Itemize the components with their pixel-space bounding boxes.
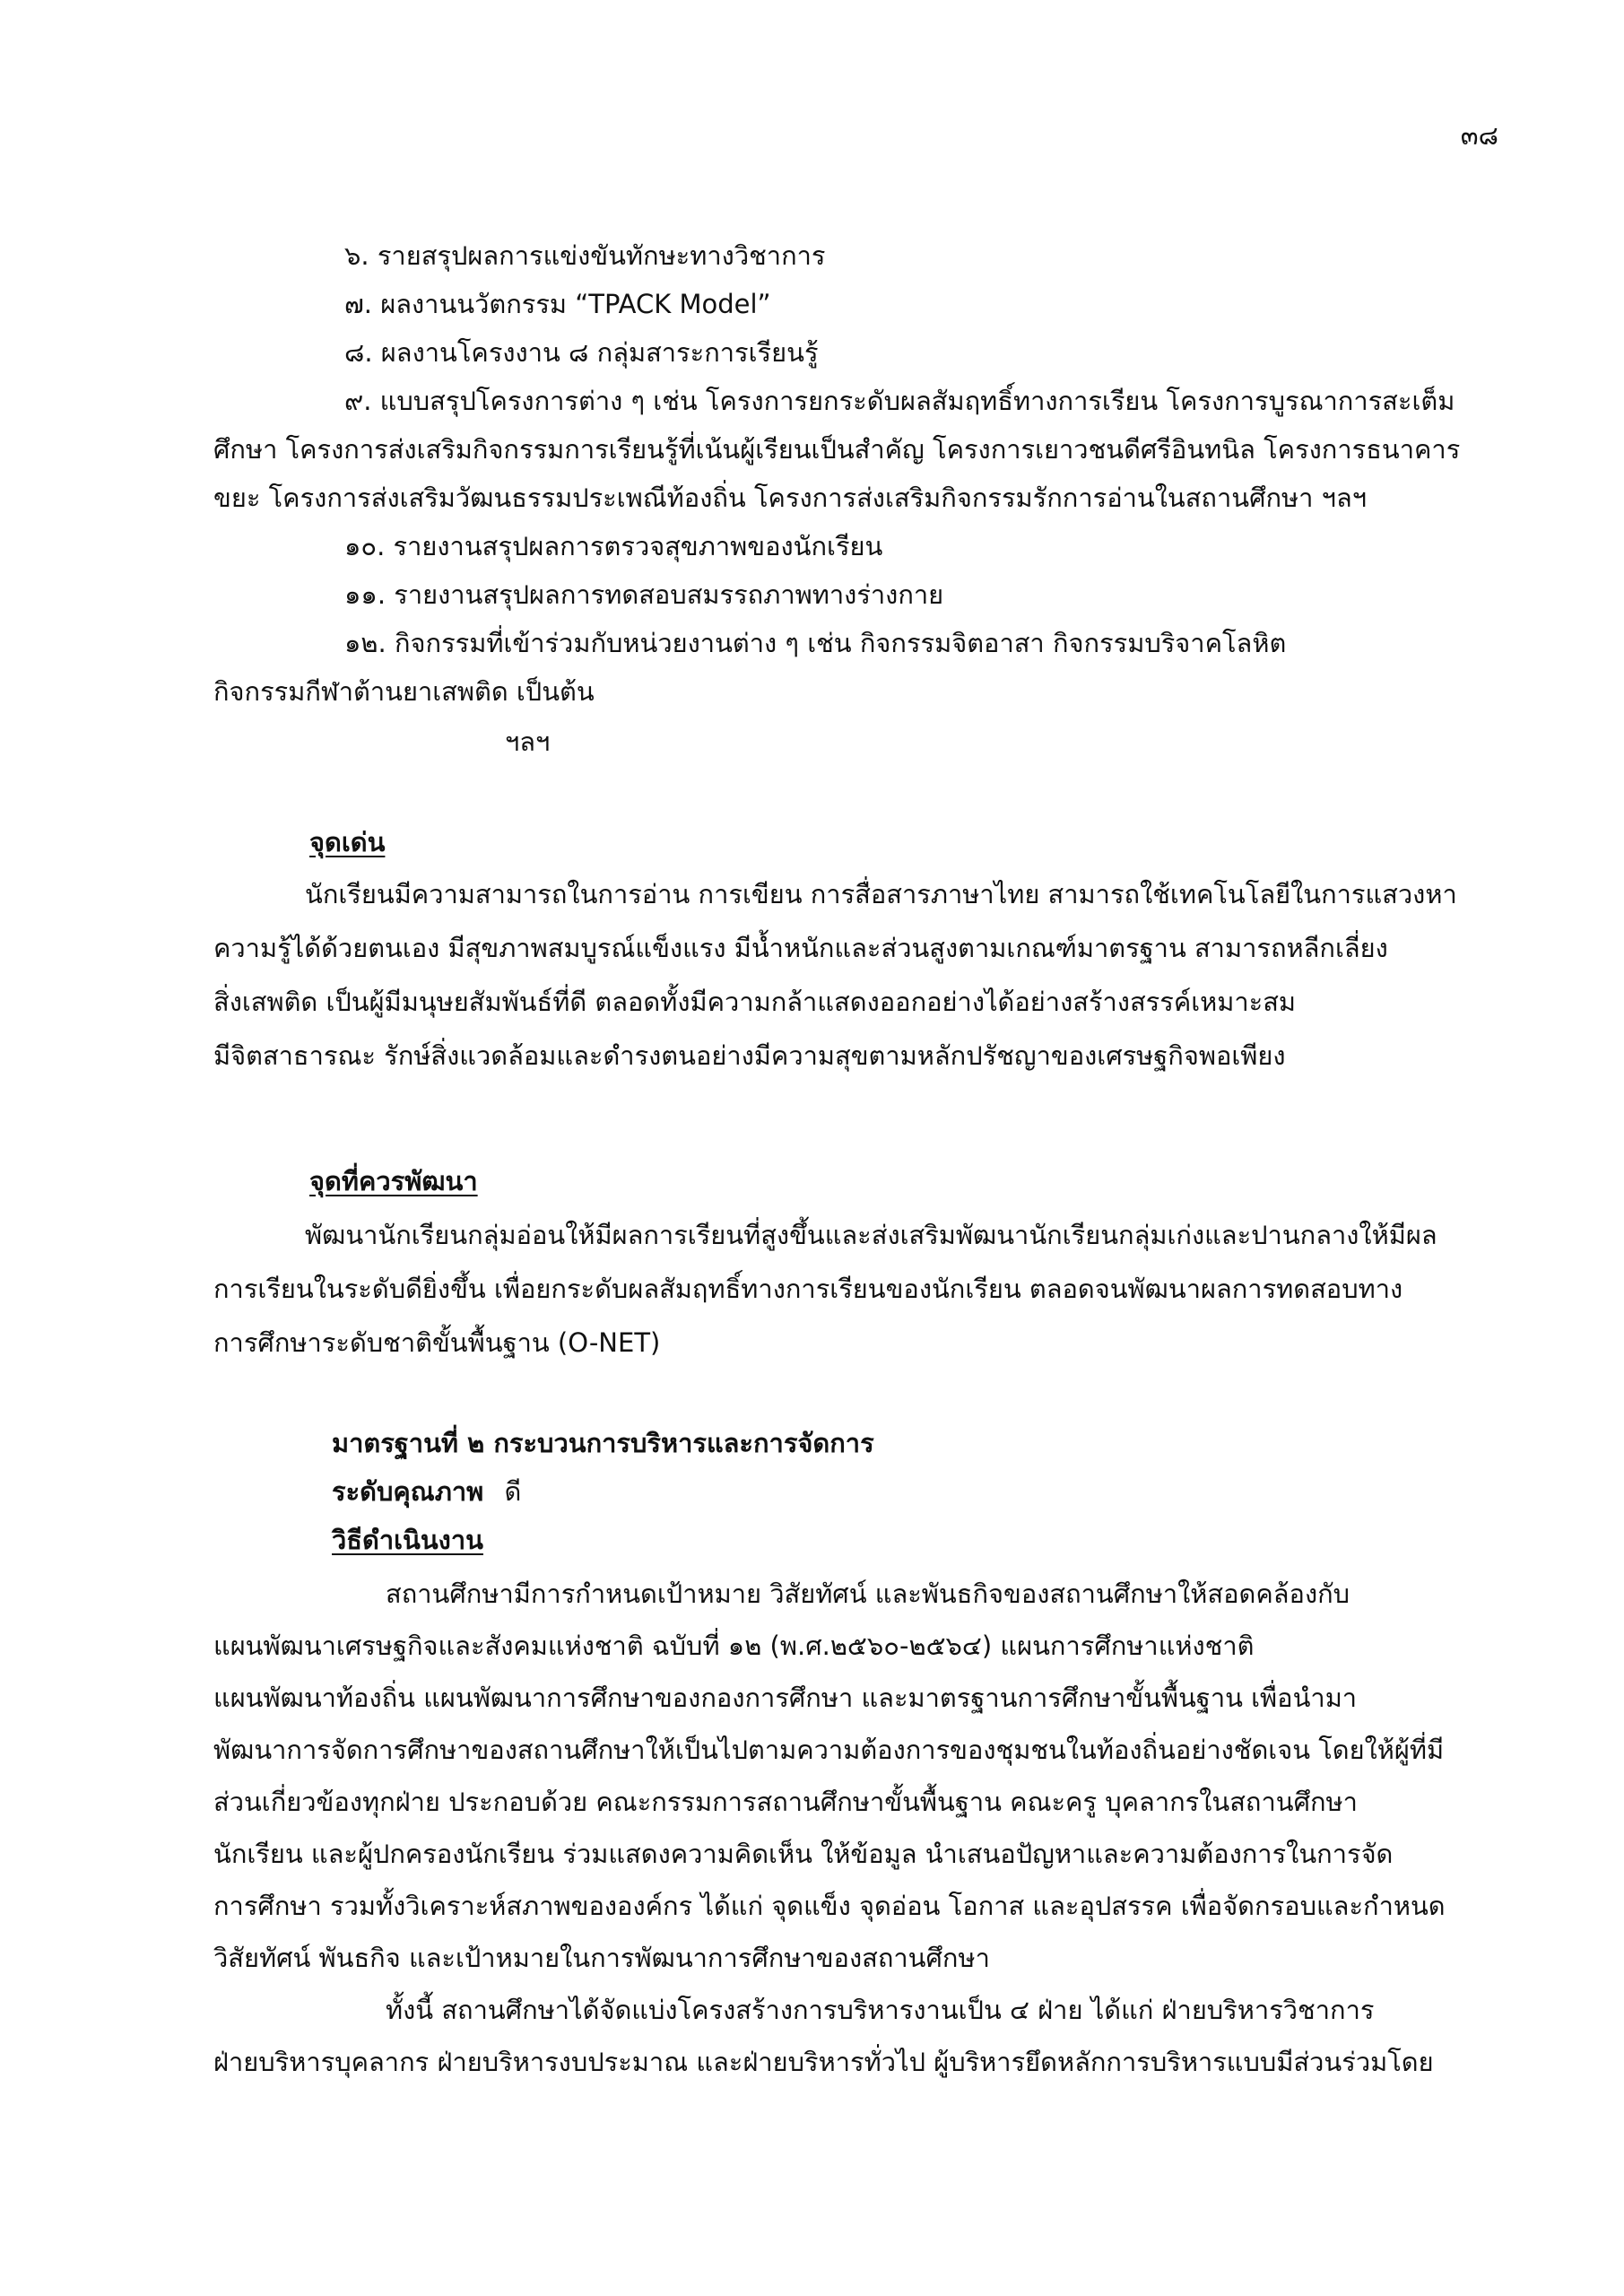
method-line: การศึกษา รวมทั้งวิเคราะห์สภาพขององค์กร ได้แก่ จุดแข็ง จุดอ่อน โอกาส และอุปสรรค เพื่อจัดกรอบและกำหนด (213, 1891, 1446, 1921)
quality-level (332, 1476, 521, 1508)
list-item: ๙. แบบสรุปโครงการต่าง ๆ เช่น โครงการยกระดับผลสัมฤทธิ์ทางการเรียน โครงการบูรณาการสะเต็ม (344, 386, 1455, 416)
improvements-line: การศึกษาระดับชาติขั้นพื้นฐาน (O-NET) (213, 1327, 661, 1358)
list-item: ๘. ผลงานโครงงาน ๘ กลุ่มสาระการเรียนรู้ (344, 337, 819, 368)
list-item: ๑๐. รายงานสรุปผลการตรวจสุขภาพของนักเรียน (344, 531, 883, 561)
method-line: ส่วนเกี่ยวข้องทุกฝ่าย ประกอบด้วย คณะกรรมการสถานศึกษาขั้นพื้นฐาน คณะครู บุคลากรในสถานศึกษา (213, 1787, 1358, 1817)
list-item: ๖. รายสรุปผลการแข่งขันทักษะทางวิชาการ (344, 240, 826, 271)
etc-text: ฯลฯ (505, 726, 551, 757)
strengths-line: ความรู้ได้ด้วยตนเอง มีสุขภาพสมบูรณ์แข็งแรง มีน้ำหนักและส่วนสูงตามเกณฑ์มาตรฐาน สามารถหลีกเลี่ยง (213, 933, 1388, 963)
page-number: ๓๘ (1460, 120, 1498, 151)
strengths-line: นักเรียนมีความสามารถในการอ่าน การเขียน การสื่อสารภาษาไทย สามารถใช้เทคโนโลยีในการแสวงหา (305, 879, 1457, 909)
method-heading: วิธีดำเนินงาน (332, 1525, 483, 1555)
method-line: นักเรียน และผู้ปกครองนักเรียน ร่วมแสดงความคิดเห็น ให้ข้อมูล นำเสนอปัญหาและความต้องการในการจัด (213, 1839, 1394, 1869)
quality-value: ดี (504, 1476, 522, 1507)
list-item-continuation: ศึกษา โครงการส่งเสริมกิจกรรมการเรียนรู้ที่เน้นผู้เรียนเป็นสำคัญ โครงการเยาวชนดีศรีอินทนิล โครงการธนาคาร (213, 434, 1461, 465)
strengths-heading: จุดเด่น (309, 827, 386, 857)
method-line: พัฒนาการจัดการศึกษาของสถานศึกษาให้เป็นไปตามความต้องการของชุมชนในท้องถิ่นอย่างชัดเจน โดยให้ผู้ที่มี (213, 1735, 1445, 1765)
list-item-continuation: ขยะ โครงการส่งเสริมวัฒนธรรมประเพณีท้องถิ่น โครงการส่งเสริมกิจกรรมรักการอ่านในสถานศึกษา ฯลฯ (213, 483, 1367, 513)
method-line: สถานศึกษามีการกำหนดเป้าหมาย วิสัยทัศน์ และพันธกิจของสถานศึกษาให้สอดคล้องกับ (386, 1578, 1350, 1609)
strengths-line: มีจิตสาธารณะ รักษ์สิ่งแวดล้อมและดำรงตนอย่างมีความสุขตามหลักปรัชญาของเศรษฐกิจพอเพียง (213, 1040, 1286, 1071)
method-line: ฝ่ายบริหารบุคลากร ฝ่ายบริหารงบประมาณ และฝ่ายบริหารทั่วไป ผู้บริหารยึดหลักการบริหารแบบมีส่วนร่วมโดย (213, 2047, 1434, 2077)
improvements-heading: จุดที่ควรพัฒนา (309, 1166, 478, 1196)
standard-title: มาตรฐานที่ ๒ กระบวนการบริหารและการจัดการ (332, 1428, 874, 1458)
quality-label: ระดับคุณภาพ (332, 1476, 484, 1507)
improvements-line: พัฒนานักเรียนกลุ่มอ่อนให้มีผลการเรียนที่สูงขึ้นและส่งเสริมพัฒนานักเรียนกลุ่มเก่งและปานกลางให้มีผล (305, 1220, 1437, 1250)
method-line: แผนพัฒนาท้องถิ่น แผนพัฒนาการศึกษาของกองการศึกษา และมาตรฐานการศึกษาขั้นพื้นฐาน เพื่อนำมา (213, 1683, 1358, 1713)
method-line: แผนพัฒนาเศรษฐกิจและสังคมแห่งชาติ ฉบับที่ ๑๒ (พ.ศ.๒๕๖๐-๒๕๖๔) แผนการศึกษาแห่งชาติ (213, 1631, 1255, 1661)
list-item: ๗. ผลงานนวัตกรรม “TPACK Model” (344, 289, 771, 319)
strengths-line: สิ่งเสพติด เป็นผู้มีมนุษยสัมพันธ์ที่ดี ตลอดทั้งมีความกล้าแสดงออกอย่างได้อย่างสร้างสรรค์เหมาะสม (213, 987, 1297, 1017)
list-item-continuation: กิจกรรมกีฬาต้านยาเสพติด เป็นต้น (213, 676, 595, 707)
list-item: ๑๑. รายงานสรุปผลการทดสอบสมรรถภาพทางร่างกาย (344, 579, 944, 610)
method-line: ทั้งนี้ สถานศึกษาได้จัดแบ่งโครงสร้างการบริหารงานเป็น ๔ ฝ่าย ได้แก่ ฝ่ายบริหารวิชาการ (386, 1995, 1375, 2025)
list-item: ๑๒. กิจกรรมที่เข้าร่วมกับหน่วยงานต่าง ๆ เช่น กิจกรรมจิตอาสา กิจกรรมบริจาคโลหิต (344, 628, 1287, 658)
method-line: วิสัยทัศน์ พันธกิจ และเป้าหมายในการพัฒนาการศึกษาของสถานศึกษา (213, 1943, 990, 1973)
improvements-line: การเรียนในระดับดียิ่งขึ้น เพื่อยกระดับผลสัมฤทธิ์ทางการเรียนของนักเรียน ตลอดจนพัฒนาผลการทดสอบทาง (213, 1274, 1403, 1304)
